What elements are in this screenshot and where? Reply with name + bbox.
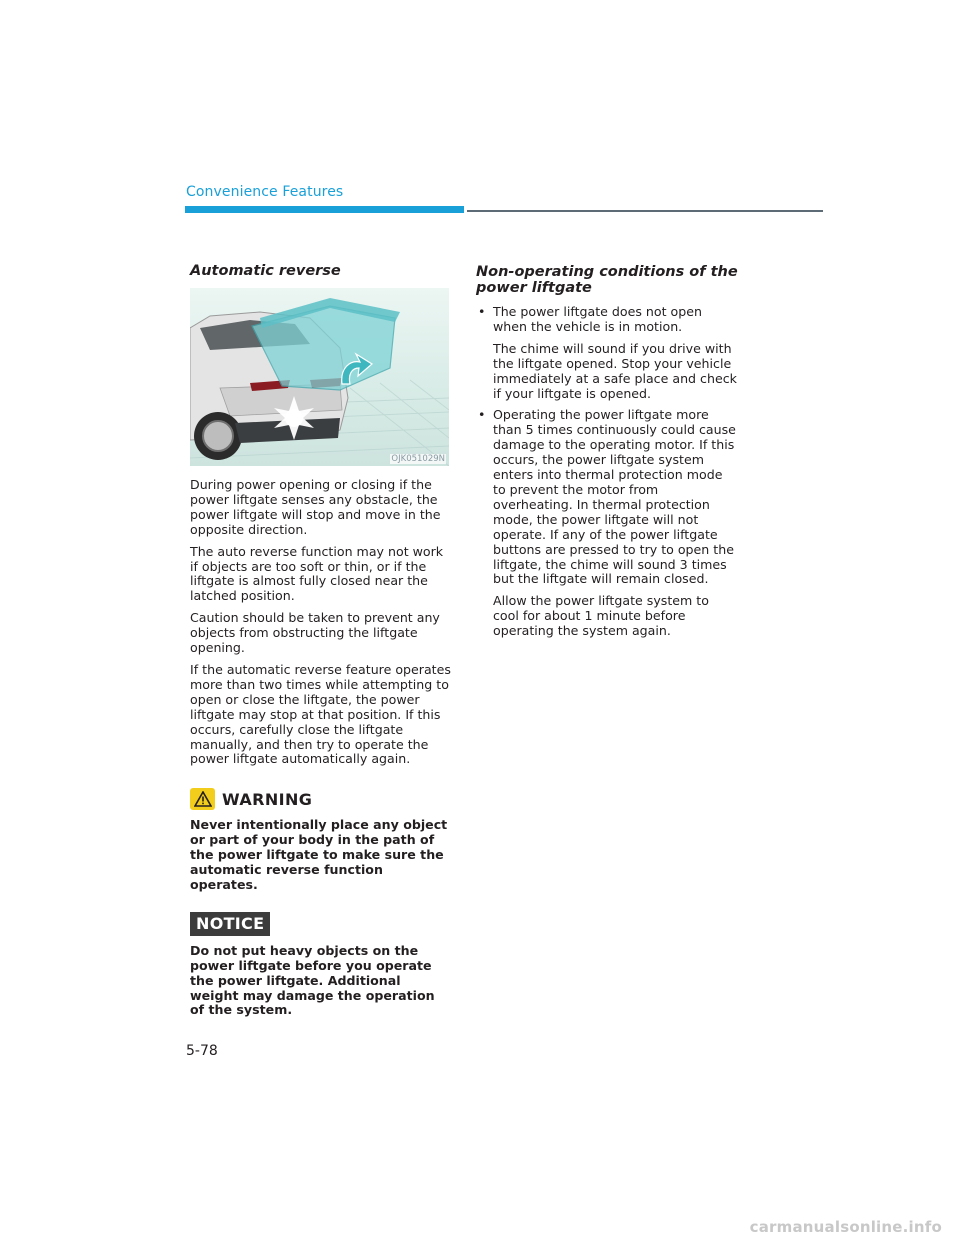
watermark: carmanualsonline.info	[749, 1218, 942, 1236]
list-item	[476, 408, 738, 639]
page-number: 5-78	[186, 1043, 218, 1059]
notice-label: NOTICE	[190, 912, 270, 936]
paragraph: If the automatic reverse feature operates more than two times while attempting to open or close the liftgate, the power liftgate may stop at that position. If this occurs, carefully close the liftgate manually, and then try to operate the power liftgate automatically again.	[190, 661, 451, 767]
list-item	[476, 305, 738, 401]
list-item-text: Allow the power liftgate system to cool for about 1 minute before operating the system again.	[493, 593, 709, 639]
warning-triangle-icon	[190, 788, 215, 810]
header-rule	[467, 210, 823, 212]
left-column	[190, 263, 452, 1018]
list-item-text: Operating the power liftgate more than 5 times continuously could cause damage to the operating motor. If this occurs, the power liftgate system enters into thermal protection mode to prevent the motor from overheating. In thermal protection mode, the power liftgate will not operate. If any of the power liftgate buttons are pressed to try to open the liftgate, the chime will sound 3 times but the liftgate will remain closed.	[493, 407, 736, 587]
list-item-text: The chime will sound if you drive with the liftgate opened. Stop your vehicle immediately at a safe place and check if your liftgate is opened.	[493, 340, 737, 401]
header-rule-accent	[185, 206, 464, 213]
right-column	[476, 264, 738, 646]
figure-code: OJK051029N	[391, 454, 445, 464]
list-item-text: The power liftgate does not open when the vehicle is in motion.	[493, 304, 702, 334]
conditions-list	[476, 305, 738, 639]
warning-label: WARNING	[222, 789, 313, 809]
bullet-icon: •	[478, 304, 486, 319]
paragraph: During power opening or closing if the power liftgate senses any obstacle, the power liftgate will stop and move in the opposite direction.	[190, 477, 441, 537]
paragraph: Caution should be taken to prevent any objects from obstructing the liftgate opening.	[190, 610, 440, 656]
warning-text: Never intentionally place any object or part of your body in the path of the power liftgate to make sure the automatic reverse function operates.	[190, 817, 448, 892]
heading-automatic-reverse: Automatic reverse	[190, 263, 341, 279]
heading-non-operating-conditions: Non-operating conditions of the power liftgate	[476, 264, 738, 296]
bullet-icon: •	[478, 407, 486, 423]
warning-header	[190, 788, 452, 810]
section-title: Convenience Features	[186, 184, 344, 200]
liftgate-illustration	[190, 288, 449, 466]
notice-text: Do not put heavy objects on the power liftgate before you operate the power liftgate. Additional weight may damage the operation of the system.	[190, 942, 435, 1018]
car-liftgate-drawing	[190, 288, 449, 466]
paragraph: The auto reverse function may not work if objects are too soft or thin, or if the liftgate is almost fully closed near the latched position.	[190, 543, 444, 604]
